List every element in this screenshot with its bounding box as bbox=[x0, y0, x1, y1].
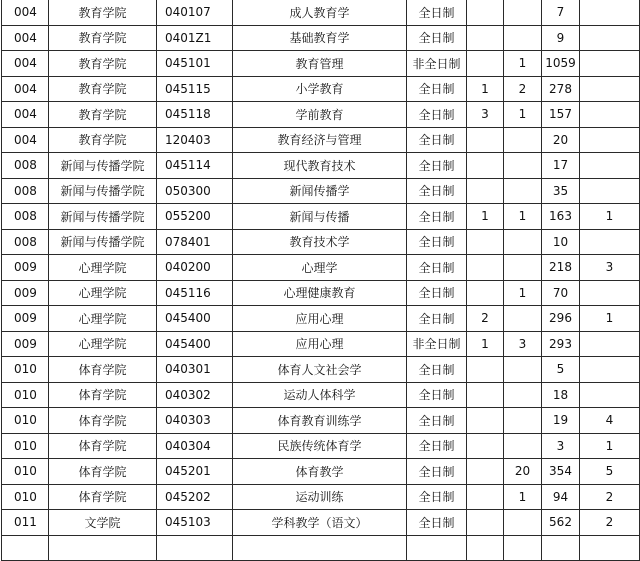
count-cell-c: 35 bbox=[542, 178, 580, 204]
count-cell-d bbox=[580, 535, 640, 561]
major-name-cell: 运动训练 bbox=[233, 484, 407, 510]
major-code-cell: 040304 bbox=[157, 433, 233, 459]
school-code-cell: 008 bbox=[2, 178, 49, 204]
count-cell-c: 3 bbox=[542, 433, 580, 459]
major-code-cell: 120403 bbox=[157, 127, 233, 153]
major-code-cell: 045114 bbox=[157, 153, 233, 179]
school-code-cell: 008 bbox=[2, 204, 49, 230]
count-cell-a bbox=[467, 51, 504, 77]
table-row bbox=[2, 484, 640, 510]
count-cell-c: 9 bbox=[542, 25, 580, 51]
study-mode-cell: 全日制 bbox=[407, 510, 467, 536]
study-mode-cell: 非全日制 bbox=[407, 51, 467, 77]
count-cell-d: 1 bbox=[580, 433, 640, 459]
major-code-cell: 040200 bbox=[157, 255, 233, 281]
count-cell-b: 1 bbox=[504, 484, 542, 510]
major-name-cell: 教育管理 bbox=[233, 51, 407, 77]
school-code-cell: 010 bbox=[2, 433, 49, 459]
count-cell-a bbox=[467, 459, 504, 485]
study-mode-cell: 全日制 bbox=[407, 280, 467, 306]
count-cell-a bbox=[467, 178, 504, 204]
school-name-cell: 体育学院 bbox=[49, 459, 157, 485]
study-mode-cell: 全日制 bbox=[407, 25, 467, 51]
major-name-cell: 体育教育训练学 bbox=[233, 408, 407, 434]
major-code-cell: 050300 bbox=[157, 178, 233, 204]
count-cell-b: 1 bbox=[504, 204, 542, 230]
major-name-cell: 教育经济与管理 bbox=[233, 127, 407, 153]
table-row bbox=[2, 255, 640, 281]
major-name-cell: 学前教育 bbox=[233, 102, 407, 128]
study-mode-cell: 全日制 bbox=[407, 484, 467, 510]
major-name-cell: 体育人文社会学 bbox=[233, 357, 407, 383]
count-cell-c: 18 bbox=[542, 382, 580, 408]
major-code-cell: 045115 bbox=[157, 76, 233, 102]
school-code-cell: 004 bbox=[2, 0, 49, 25]
major-name-cell: 运动人体科学 bbox=[233, 382, 407, 408]
school-name-cell: 新闻与传播学院 bbox=[49, 229, 157, 255]
major-code-cell: 040302 bbox=[157, 382, 233, 408]
count-cell-c: 70 bbox=[542, 280, 580, 306]
school-name-cell: 教育学院 bbox=[49, 0, 157, 25]
count-cell-c: 157 bbox=[542, 102, 580, 128]
count-cell-b: 3 bbox=[504, 331, 542, 357]
school-name-cell: 教育学院 bbox=[49, 25, 157, 51]
table-row bbox=[2, 433, 640, 459]
study-mode-cell: 全日制 bbox=[407, 357, 467, 383]
table-row bbox=[2, 382, 640, 408]
count-cell-d bbox=[580, 331, 640, 357]
table-row bbox=[2, 535, 640, 561]
study-mode-cell: 全日制 bbox=[407, 178, 467, 204]
count-cell-b: 2 bbox=[504, 76, 542, 102]
school-code-cell: 008 bbox=[2, 229, 49, 255]
school-name-cell: 新闻与传播学院 bbox=[49, 178, 157, 204]
study-mode-cell: 全日制 bbox=[407, 204, 467, 230]
count-cell-c: 218 bbox=[542, 255, 580, 281]
table-row bbox=[2, 331, 640, 357]
school-code-cell: 010 bbox=[2, 357, 49, 383]
count-cell-a: 1 bbox=[467, 204, 504, 230]
count-cell-d: 1 bbox=[580, 306, 640, 332]
table-row bbox=[2, 357, 640, 383]
major-name-cell: 教育技术学 bbox=[233, 229, 407, 255]
school-name-cell: 文学院 bbox=[49, 510, 157, 536]
table-row bbox=[2, 178, 640, 204]
count-cell-a bbox=[467, 382, 504, 408]
count-cell-a bbox=[467, 255, 504, 281]
count-cell-a bbox=[467, 280, 504, 306]
major-name-cell: 成人教育学 bbox=[233, 0, 407, 25]
school-name-cell: 教育学院 bbox=[49, 127, 157, 153]
major-code-cell: 045101 bbox=[157, 51, 233, 77]
count-cell-a bbox=[467, 127, 504, 153]
count-cell-c: 20 bbox=[542, 127, 580, 153]
count-cell-b bbox=[504, 382, 542, 408]
school-code-cell: 008 bbox=[2, 153, 49, 179]
table-row bbox=[2, 306, 640, 332]
table-row bbox=[2, 153, 640, 179]
study-mode-cell: 全日制 bbox=[407, 255, 467, 281]
major-code-cell bbox=[157, 535, 233, 561]
school-code-cell: 004 bbox=[2, 127, 49, 153]
major-name-cell: 小学教育 bbox=[233, 76, 407, 102]
count-cell-c: 354 bbox=[542, 459, 580, 485]
count-cell-c: 562 bbox=[542, 510, 580, 536]
major-code-cell: 045202 bbox=[157, 484, 233, 510]
count-cell-c: 163 bbox=[542, 204, 580, 230]
admissions-table bbox=[1, 0, 640, 561]
major-name-cell: 应用心理 bbox=[233, 306, 407, 332]
count-cell-a bbox=[467, 25, 504, 51]
count-cell-a bbox=[467, 535, 504, 561]
school-name-cell: 体育学院 bbox=[49, 382, 157, 408]
major-name-cell: 民族传统体育学 bbox=[233, 433, 407, 459]
count-cell-c: 19 bbox=[542, 408, 580, 434]
table-row bbox=[2, 229, 640, 255]
study-mode-cell: 全日制 bbox=[407, 408, 467, 434]
study-mode-cell: 全日制 bbox=[407, 153, 467, 179]
count-cell-b: 20 bbox=[504, 459, 542, 485]
count-cell-d bbox=[580, 51, 640, 77]
count-cell-d: 1 bbox=[580, 204, 640, 230]
school-code-cell: 004 bbox=[2, 25, 49, 51]
major-code-cell: 045118 bbox=[157, 102, 233, 128]
study-mode-cell bbox=[407, 535, 467, 561]
count-cell-c: 94 bbox=[542, 484, 580, 510]
count-cell-b bbox=[504, 25, 542, 51]
count-cell-b bbox=[504, 408, 542, 434]
count-cell-c: 7 bbox=[542, 0, 580, 25]
count-cell-c: 5 bbox=[542, 357, 580, 383]
school-name-cell: 心理学院 bbox=[49, 255, 157, 281]
count-cell-b bbox=[504, 357, 542, 383]
count-cell-c: 296 bbox=[542, 306, 580, 332]
count-cell-d: 4 bbox=[580, 408, 640, 434]
table-row bbox=[2, 76, 640, 102]
count-cell-b bbox=[504, 306, 542, 332]
school-code-cell: 009 bbox=[2, 331, 49, 357]
major-code-cell: 055200 bbox=[157, 204, 233, 230]
table-row bbox=[2, 0, 640, 25]
count-cell-a bbox=[467, 510, 504, 536]
count-cell-d: 5 bbox=[580, 459, 640, 485]
school-name-cell: 心理学院 bbox=[49, 306, 157, 332]
major-name-cell: 应用心理 bbox=[233, 331, 407, 357]
count-cell-b bbox=[504, 127, 542, 153]
count-cell-a bbox=[467, 229, 504, 255]
count-cell-b bbox=[504, 510, 542, 536]
table-row bbox=[2, 25, 640, 51]
school-code-cell: 010 bbox=[2, 484, 49, 510]
school-name-cell: 教育学院 bbox=[49, 51, 157, 77]
table-body bbox=[2, 0, 640, 561]
school-name-cell: 体育学院 bbox=[49, 433, 157, 459]
major-code-cell: 0401Z1 bbox=[157, 25, 233, 51]
major-name-cell: 心理健康教育 bbox=[233, 280, 407, 306]
table-row bbox=[2, 102, 640, 128]
count-cell-c: 17 bbox=[542, 153, 580, 179]
major-code-cell: 040301 bbox=[157, 357, 233, 383]
school-name-cell: 体育学院 bbox=[49, 484, 157, 510]
school-code-cell: 009 bbox=[2, 280, 49, 306]
count-cell-d bbox=[580, 382, 640, 408]
major-code-cell: 045400 bbox=[157, 306, 233, 332]
count-cell-a bbox=[467, 408, 504, 434]
major-code-cell: 045400 bbox=[157, 331, 233, 357]
table-row bbox=[2, 408, 640, 434]
count-cell-b: 1 bbox=[504, 102, 542, 128]
school-code-cell: 004 bbox=[2, 76, 49, 102]
major-code-cell: 040303 bbox=[157, 408, 233, 434]
count-cell-c bbox=[542, 535, 580, 561]
table-row bbox=[2, 204, 640, 230]
count-cell-d bbox=[580, 153, 640, 179]
count-cell-d bbox=[580, 229, 640, 255]
count-cell-d bbox=[580, 25, 640, 51]
count-cell-b: 1 bbox=[504, 280, 542, 306]
study-mode-cell: 全日制 bbox=[407, 102, 467, 128]
major-code-cell: 045201 bbox=[157, 459, 233, 485]
school-code-cell: 004 bbox=[2, 51, 49, 77]
school-name-cell: 体育学院 bbox=[49, 357, 157, 383]
table-row bbox=[2, 510, 640, 536]
major-name-cell bbox=[233, 535, 407, 561]
count-cell-b bbox=[504, 0, 542, 25]
count-cell-a bbox=[467, 0, 504, 25]
count-cell-b bbox=[504, 178, 542, 204]
count-cell-c: 278 bbox=[542, 76, 580, 102]
school-code-cell: 004 bbox=[2, 102, 49, 128]
count-cell-d: 2 bbox=[580, 510, 640, 536]
count-cell-b bbox=[504, 433, 542, 459]
major-code-cell: 078401 bbox=[157, 229, 233, 255]
school-code-cell: 010 bbox=[2, 408, 49, 434]
school-name-cell: 体育学院 bbox=[49, 408, 157, 434]
major-name-cell: 现代教育技术 bbox=[233, 153, 407, 179]
major-code-cell: 040107 bbox=[157, 0, 233, 25]
study-mode-cell: 全日制 bbox=[407, 433, 467, 459]
table-row bbox=[2, 280, 640, 306]
study-mode-cell: 非全日制 bbox=[407, 331, 467, 357]
count-cell-d bbox=[580, 178, 640, 204]
table-row bbox=[2, 127, 640, 153]
table-row bbox=[2, 51, 640, 77]
count-cell-b bbox=[504, 535, 542, 561]
school-name-cell: 新闻与传播学院 bbox=[49, 153, 157, 179]
study-mode-cell: 全日制 bbox=[407, 0, 467, 25]
school-code-cell: 009 bbox=[2, 306, 49, 332]
table-row bbox=[2, 459, 640, 485]
school-name-cell bbox=[49, 535, 157, 561]
school-code-cell bbox=[2, 535, 49, 561]
count-cell-d bbox=[580, 0, 640, 25]
count-cell-a: 1 bbox=[467, 331, 504, 357]
count-cell-c: 1059 bbox=[542, 51, 580, 77]
count-cell-d bbox=[580, 280, 640, 306]
major-code-cell: 045103 bbox=[157, 510, 233, 536]
major-name-cell: 新闻与传播 bbox=[233, 204, 407, 230]
school-name-cell: 新闻与传播学院 bbox=[49, 204, 157, 230]
school-name-cell: 心理学院 bbox=[49, 280, 157, 306]
count-cell-a: 2 bbox=[467, 306, 504, 332]
count-cell-a bbox=[467, 153, 504, 179]
count-cell-b: 1 bbox=[504, 51, 542, 77]
count-cell-d bbox=[580, 357, 640, 383]
major-name-cell: 新闻传播学 bbox=[233, 178, 407, 204]
school-code-cell: 009 bbox=[2, 255, 49, 281]
study-mode-cell: 全日制 bbox=[407, 306, 467, 332]
count-cell-b bbox=[504, 255, 542, 281]
school-name-cell: 教育学院 bbox=[49, 76, 157, 102]
count-cell-b bbox=[504, 153, 542, 179]
study-mode-cell: 全日制 bbox=[407, 459, 467, 485]
count-cell-d bbox=[580, 127, 640, 153]
school-code-cell: 010 bbox=[2, 459, 49, 485]
count-cell-c: 10 bbox=[542, 229, 580, 255]
major-code-cell: 045116 bbox=[157, 280, 233, 306]
school-name-cell: 教育学院 bbox=[49, 102, 157, 128]
count-cell-b bbox=[504, 229, 542, 255]
school-name-cell: 心理学院 bbox=[49, 331, 157, 357]
count-cell-a bbox=[467, 484, 504, 510]
count-cell-a bbox=[467, 433, 504, 459]
study-mode-cell: 全日制 bbox=[407, 382, 467, 408]
count-cell-a: 3 bbox=[467, 102, 504, 128]
count-cell-c: 293 bbox=[542, 331, 580, 357]
count-cell-d: 2 bbox=[580, 484, 640, 510]
count-cell-a: 1 bbox=[467, 76, 504, 102]
major-name-cell: 基础教育学 bbox=[233, 25, 407, 51]
study-mode-cell: 全日制 bbox=[407, 229, 467, 255]
count-cell-d: 3 bbox=[580, 255, 640, 281]
major-name-cell: 心理学 bbox=[233, 255, 407, 281]
study-mode-cell: 全日制 bbox=[407, 76, 467, 102]
school-code-cell: 011 bbox=[2, 510, 49, 536]
school-code-cell: 010 bbox=[2, 382, 49, 408]
count-cell-d bbox=[580, 102, 640, 128]
count-cell-d bbox=[580, 76, 640, 102]
study-mode-cell: 全日制 bbox=[407, 127, 467, 153]
count-cell-a bbox=[467, 357, 504, 383]
major-name-cell: 体育教学 bbox=[233, 459, 407, 485]
major-name-cell: 学科教学（语文） bbox=[233, 510, 407, 536]
